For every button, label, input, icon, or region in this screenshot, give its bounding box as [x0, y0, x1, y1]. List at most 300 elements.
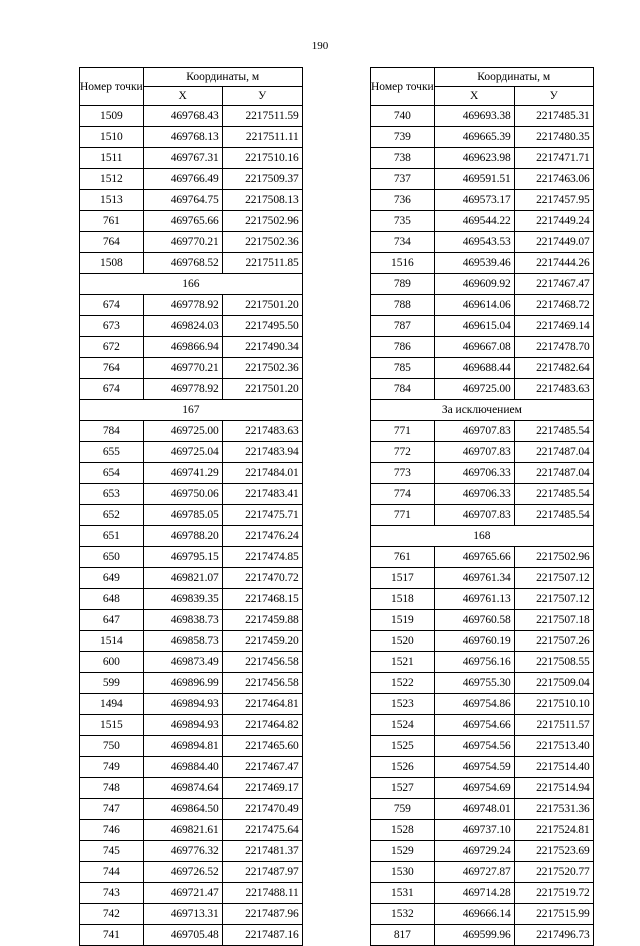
point-number-cell: 789 — [371, 274, 435, 295]
y-coordinate-cell: 2217502.36 — [222, 232, 302, 253]
y-coordinate-cell: 2217490.34 — [222, 337, 302, 358]
table-row — [371, 673, 594, 694]
y-coordinate-cell: 2217487.04 — [514, 442, 593, 463]
point-number-cell: 744 — [80, 862, 144, 883]
y-coordinate-cell: 2217495.50 — [222, 316, 302, 337]
x-coordinate-cell: 469614.06 — [434, 295, 514, 316]
table-row — [80, 127, 303, 148]
point-number-cell: 651 — [80, 526, 144, 547]
x-coordinate-cell: 469768.13 — [143, 127, 222, 148]
x-header: X — [434, 87, 514, 106]
table-row — [371, 862, 594, 883]
x-coordinate-cell: 469770.21 — [143, 358, 222, 379]
point-number-cell: 1508 — [80, 253, 144, 274]
point-number-cell: 1494 — [80, 694, 144, 715]
table-row — [371, 610, 594, 631]
y-coordinate-cell: 2217514.40 — [514, 757, 593, 778]
x-coordinate-cell: 469795.15 — [143, 547, 222, 568]
point-number-cell: 1521 — [371, 652, 435, 673]
point-number-cell: 1517 — [371, 568, 435, 589]
point-number-cell: 1522 — [371, 673, 435, 694]
point-number-cell: 1526 — [371, 757, 435, 778]
x-coordinate-cell: 469873.49 — [143, 652, 222, 673]
y-coordinate-cell: 2217508.55 — [514, 652, 593, 673]
x-coordinate-cell: 469750.06 — [143, 484, 222, 505]
x-coordinate-cell: 469760.58 — [434, 610, 514, 631]
table-row — [371, 148, 594, 169]
point-number-cell: 647 — [80, 610, 144, 631]
point-number-cell: 764 — [80, 232, 144, 253]
table-row — [80, 610, 303, 631]
point-number-cell: 738 — [371, 148, 435, 169]
table-row — [80, 190, 303, 211]
x-coordinate-cell: 469866.94 — [143, 337, 222, 358]
table-row — [371, 757, 594, 778]
table-row — [371, 358, 594, 379]
point-number-cell: 785 — [371, 358, 435, 379]
point-number-cell: 759 — [371, 799, 435, 820]
table-row — [80, 715, 303, 736]
x-coordinate-cell: 469706.33 — [434, 484, 514, 505]
x-coordinate-cell: 469839.35 — [143, 589, 222, 610]
y-coordinate-cell: 2217484.01 — [222, 463, 302, 484]
table-row — [371, 799, 594, 820]
x-coordinate-cell: 469573.17 — [434, 190, 514, 211]
point-number-cell: 748 — [80, 778, 144, 799]
y-coordinate-cell: 2217531.36 — [514, 799, 593, 820]
y-coordinate-cell: 2217470.49 — [222, 799, 302, 820]
table-row — [80, 694, 303, 715]
x-coordinate-cell: 469765.66 — [434, 547, 514, 568]
table-row — [80, 463, 303, 484]
x-coordinate-cell: 469609.92 — [434, 274, 514, 295]
table-row — [80, 505, 303, 526]
y-coordinate-cell: 2217481.37 — [222, 841, 302, 862]
point-number-cell: 784 — [80, 421, 144, 442]
point-number-cell: 1532 — [371, 904, 435, 925]
x-coordinate-cell: 469707.83 — [434, 505, 514, 526]
section-label: 168 — [371, 526, 594, 547]
y-coordinate-cell: 2217501.20 — [222, 379, 302, 400]
point-number-cell: 1509 — [80, 106, 144, 127]
point-number-cell: 652 — [80, 505, 144, 526]
table-row — [80, 652, 303, 673]
y-coordinate-cell: 2217464.81 — [222, 694, 302, 715]
x-coordinate-cell: 469778.92 — [143, 379, 222, 400]
y-coordinate-cell: 2217508.13 — [222, 190, 302, 211]
y-coordinate-cell: 2217507.26 — [514, 631, 593, 652]
y-coordinate-cell: 2217463.06 — [514, 169, 593, 190]
coordinates-header: Координаты, м — [143, 68, 302, 87]
point-number-cell: 1510 — [80, 127, 144, 148]
x-coordinate-cell: 469821.07 — [143, 568, 222, 589]
table-row — [371, 904, 594, 925]
table-row — [80, 547, 303, 568]
x-coordinate-cell: 469725.00 — [434, 379, 514, 400]
point-number-cell: 655 — [80, 442, 144, 463]
point-number-cell: 784 — [371, 379, 435, 400]
y-coordinate-cell: 2217483.41 — [222, 484, 302, 505]
table-row — [80, 736, 303, 757]
table-row — [80, 757, 303, 778]
x-coordinate-cell: 469754.56 — [434, 736, 514, 757]
y-coordinate-cell: 2217510.10 — [514, 694, 593, 715]
table-row — [80, 820, 303, 841]
x-coordinate-cell: 469838.73 — [143, 610, 222, 631]
point-number-cell: 761 — [371, 547, 435, 568]
point-number-cell: 1515 — [80, 715, 144, 736]
table-row — [371, 169, 594, 190]
table-row — [80, 862, 303, 883]
x-coordinate-cell: 469539.46 — [434, 253, 514, 274]
table-row — [80, 295, 303, 316]
y-coordinate-cell: 2217515.99 — [514, 904, 593, 925]
table-row — [80, 883, 303, 904]
y-coordinate-cell: 2217456.58 — [222, 673, 302, 694]
point-number-cell: 739 — [371, 127, 435, 148]
y-coordinate-cell: 2217519.72 — [514, 883, 593, 904]
y-coordinate-cell: 2217485.54 — [514, 505, 593, 526]
table-row — [371, 442, 594, 463]
table-row — [80, 253, 303, 274]
x-coordinate-cell: 469765.66 — [143, 211, 222, 232]
x-coordinate-cell: 469874.64 — [143, 778, 222, 799]
table-row — [371, 547, 594, 568]
x-coordinate-cell: 469776.32 — [143, 841, 222, 862]
y-coordinate-cell: 2217470.72 — [222, 568, 302, 589]
table-row — [80, 631, 303, 652]
table-row — [371, 379, 594, 400]
y-coordinate-cell: 2217487.16 — [222, 925, 302, 946]
point-number-cell: 1514 — [80, 631, 144, 652]
section-label: 167 — [80, 400, 303, 421]
point-number-cell: 673 — [80, 316, 144, 337]
y-coordinate-cell: 2217510.16 — [222, 148, 302, 169]
table-row — [80, 589, 303, 610]
y-coordinate-cell: 2217523.69 — [514, 841, 593, 862]
x-coordinate-cell: 469615.04 — [434, 316, 514, 337]
y-coordinate-cell: 2217487.97 — [222, 862, 302, 883]
table-row — [80, 106, 303, 127]
y-coordinate-cell: 2217465.60 — [222, 736, 302, 757]
table-row — [80, 337, 303, 358]
y-coordinate-cell: 2217475.64 — [222, 820, 302, 841]
table-row — [80, 568, 303, 589]
table-row — [371, 841, 594, 862]
y-coordinate-cell: 2217502.96 — [222, 211, 302, 232]
y-coordinate-cell: 2217469.17 — [222, 778, 302, 799]
table-row — [371, 316, 594, 337]
table-row — [371, 274, 594, 295]
y-coordinate-cell: 2217488.11 — [222, 883, 302, 904]
y-coordinate-cell: 2217457.95 — [514, 190, 593, 211]
x-coordinate-cell: 469599.96 — [434, 925, 514, 946]
x-coordinate-cell: 469544.22 — [434, 211, 514, 232]
x-coordinate-cell: 469721.47 — [143, 883, 222, 904]
table-row — [80, 904, 303, 925]
y-coordinate-cell: 2217487.96 — [222, 904, 302, 925]
table-row — [80, 169, 303, 190]
point-number-cell: 787 — [371, 316, 435, 337]
table-row — [371, 337, 594, 358]
x-coordinate-cell: 469754.59 — [434, 757, 514, 778]
x-coordinate-cell: 469764.75 — [143, 190, 222, 211]
x-coordinate-cell: 469693.38 — [434, 106, 514, 127]
table-row — [80, 673, 303, 694]
point-number-cell: 650 — [80, 547, 144, 568]
x-coordinate-cell: 469665.39 — [434, 127, 514, 148]
y-coordinate-cell: 2217485.31 — [514, 106, 593, 127]
section-header-row — [80, 400, 303, 421]
point-number-header: Номер точки — [371, 68, 435, 106]
x-coordinate-cell: 469725.04 — [143, 442, 222, 463]
x-coordinate-cell: 469729.24 — [434, 841, 514, 862]
point-number-cell: 1530 — [371, 862, 435, 883]
y-coordinate-cell: 2217509.37 — [222, 169, 302, 190]
table-row — [371, 505, 594, 526]
x-coordinate-cell: 469864.50 — [143, 799, 222, 820]
y-coordinate-cell: 2217483.94 — [222, 442, 302, 463]
x-coordinate-cell: 469737.10 — [434, 820, 514, 841]
y-coordinate-cell: 2217520.77 — [514, 862, 593, 883]
table-row — [80, 526, 303, 547]
point-number-cell: 773 — [371, 463, 435, 484]
y-coordinate-cell: 2217487.04 — [514, 463, 593, 484]
y-coordinate-cell: 2217467.47 — [222, 757, 302, 778]
point-number-cell: 741 — [80, 925, 144, 946]
table-row — [371, 463, 594, 484]
x-coordinate-cell: 469707.83 — [434, 421, 514, 442]
y-coordinate-cell: 2217475.71 — [222, 505, 302, 526]
y-coordinate-cell: 2217509.04 — [514, 673, 593, 694]
y-coordinate-cell: 2217507.12 — [514, 568, 593, 589]
table-row — [371, 883, 594, 904]
table-row — [371, 652, 594, 673]
y-coordinate-cell: 2217511.57 — [514, 715, 593, 736]
y-header: У — [222, 87, 302, 106]
y-header: У — [514, 87, 593, 106]
table-row — [371, 190, 594, 211]
table-row — [80, 925, 303, 946]
point-number-cell: 786 — [371, 337, 435, 358]
table-row — [371, 211, 594, 232]
x-coordinate-cell: 469858.73 — [143, 631, 222, 652]
point-number-cell: 1516 — [371, 253, 435, 274]
table-row — [80, 148, 303, 169]
point-number-cell: 599 — [80, 673, 144, 694]
point-number-cell: 817 — [371, 925, 435, 946]
table-row — [371, 127, 594, 148]
x-coordinate-cell: 469761.34 — [434, 568, 514, 589]
y-coordinate-cell: 2217513.40 — [514, 736, 593, 757]
point-number-cell: 735 — [371, 211, 435, 232]
x-coordinate-cell: 469741.29 — [143, 463, 222, 484]
table-row — [371, 568, 594, 589]
y-coordinate-cell: 2217511.59 — [222, 106, 302, 127]
x-coordinate-cell: 469725.00 — [143, 421, 222, 442]
x-coordinate-cell: 469767.31 — [143, 148, 222, 169]
y-coordinate-cell: 2217464.82 — [222, 715, 302, 736]
point-number-cell: 774 — [371, 484, 435, 505]
table-row — [371, 295, 594, 316]
table-row — [371, 106, 594, 127]
point-number-cell: 736 — [371, 190, 435, 211]
section-label: За исключением — [371, 400, 594, 421]
table-row — [371, 421, 594, 442]
y-coordinate-cell: 2217485.54 — [514, 421, 593, 442]
y-coordinate-cell: 2217449.24 — [514, 211, 593, 232]
point-number-cell: 674 — [80, 379, 144, 400]
table-row — [371, 820, 594, 841]
point-number-cell: 749 — [80, 757, 144, 778]
point-number-cell: 1524 — [371, 715, 435, 736]
y-coordinate-cell: 2217511.85 — [222, 253, 302, 274]
table-body — [80, 106, 303, 946]
x-coordinate-cell: 469543.53 — [434, 232, 514, 253]
x-coordinate-cell: 469726.52 — [143, 862, 222, 883]
table-row — [80, 799, 303, 820]
point-number-cell: 672 — [80, 337, 144, 358]
section-header-row — [80, 274, 303, 295]
point-number-cell: 1518 — [371, 589, 435, 610]
y-coordinate-cell: 2217468.72 — [514, 295, 593, 316]
table-row — [80, 421, 303, 442]
x-coordinate-cell: 469705.48 — [143, 925, 222, 946]
section-header-row — [371, 400, 594, 421]
section-label: 166 — [80, 274, 303, 295]
table-row — [80, 778, 303, 799]
x-coordinate-cell: 469755.30 — [434, 673, 514, 694]
page-number: 190 — [311, 40, 329, 52]
x-coordinate-cell: 469756.16 — [434, 652, 514, 673]
x-coordinate-cell: 469667.08 — [434, 337, 514, 358]
point-number-cell: 764 — [80, 358, 144, 379]
x-coordinate-cell: 469713.31 — [143, 904, 222, 925]
x-coordinate-cell: 469727.87 — [434, 862, 514, 883]
table-row — [80, 358, 303, 379]
point-number-cell: 747 — [80, 799, 144, 820]
y-coordinate-cell: 2217483.63 — [514, 379, 593, 400]
y-coordinate-cell: 2217456.58 — [222, 652, 302, 673]
point-number-cell: 745 — [80, 841, 144, 862]
y-coordinate-cell: 2217476.24 — [222, 526, 302, 547]
table-row — [371, 925, 594, 946]
point-number-cell: 771 — [371, 421, 435, 442]
x-coordinate-cell: 469591.51 — [434, 169, 514, 190]
y-coordinate-cell: 2217502.36 — [222, 358, 302, 379]
point-number-cell: 788 — [371, 295, 435, 316]
y-coordinate-cell: 2217483.63 — [222, 421, 302, 442]
point-number-header: Номер точки — [80, 68, 144, 106]
y-coordinate-cell: 2217507.18 — [514, 610, 593, 631]
table-row — [80, 841, 303, 862]
x-coordinate-cell: 469768.52 — [143, 253, 222, 274]
x-coordinate-cell: 469768.43 — [143, 106, 222, 127]
table-row — [80, 442, 303, 463]
table-row — [80, 484, 303, 505]
x-coordinate-cell: 469894.93 — [143, 694, 222, 715]
point-number-cell: 600 — [80, 652, 144, 673]
x-coordinate-cell: 469714.28 — [434, 883, 514, 904]
y-coordinate-cell: 2217485.54 — [514, 484, 593, 505]
x-header: X — [143, 87, 222, 106]
x-coordinate-cell: 469754.86 — [434, 694, 514, 715]
point-number-cell: 674 — [80, 295, 144, 316]
y-coordinate-cell: 2217478.70 — [514, 337, 593, 358]
point-number-cell: 648 — [80, 589, 144, 610]
y-coordinate-cell: 2217502.96 — [514, 547, 593, 568]
x-coordinate-cell: 469884.40 — [143, 757, 222, 778]
x-coordinate-cell: 469788.20 — [143, 526, 222, 547]
y-coordinate-cell: 2217449.07 — [514, 232, 593, 253]
y-coordinate-cell: 2217496.73 — [514, 925, 593, 946]
point-number-cell: 649 — [80, 568, 144, 589]
point-number-cell: 653 — [80, 484, 144, 505]
x-coordinate-cell: 469754.66 — [434, 715, 514, 736]
point-number-cell: 772 — [371, 442, 435, 463]
table-row — [371, 232, 594, 253]
point-number-cell: 1527 — [371, 778, 435, 799]
x-coordinate-cell: 469623.98 — [434, 148, 514, 169]
point-number-cell: 654 — [80, 463, 144, 484]
x-coordinate-cell: 469688.44 — [434, 358, 514, 379]
table-row — [80, 211, 303, 232]
point-number-cell: 1529 — [371, 841, 435, 862]
point-number-cell: 737 — [371, 169, 435, 190]
y-coordinate-cell: 2217480.35 — [514, 127, 593, 148]
x-coordinate-cell: 469778.92 — [143, 295, 222, 316]
table-row — [80, 232, 303, 253]
table-row — [80, 316, 303, 337]
table-row — [371, 253, 594, 274]
x-coordinate-cell: 469896.99 — [143, 673, 222, 694]
point-number-cell: 746 — [80, 820, 144, 841]
y-coordinate-cell: 2217514.94 — [514, 778, 593, 799]
y-coordinate-cell: 2217482.64 — [514, 358, 593, 379]
point-number-cell: 1523 — [371, 694, 435, 715]
point-number-cell: 742 — [80, 904, 144, 925]
point-number-cell: 740 — [371, 106, 435, 127]
x-coordinate-cell: 469824.03 — [143, 316, 222, 337]
table-row — [371, 631, 594, 652]
table-row — [371, 589, 594, 610]
y-coordinate-cell: 2217459.20 — [222, 631, 302, 652]
y-coordinate-cell: 2217459.88 — [222, 610, 302, 631]
y-coordinate-cell: 2217501.20 — [222, 295, 302, 316]
table-row — [371, 736, 594, 757]
table-row — [371, 484, 594, 505]
y-coordinate-cell: 2217467.47 — [514, 274, 593, 295]
x-coordinate-cell: 469706.33 — [434, 463, 514, 484]
x-coordinate-cell: 469707.83 — [434, 442, 514, 463]
y-coordinate-cell: 2217474.85 — [222, 547, 302, 568]
coordinates-table-right — [370, 67, 594, 946]
point-number-cell: 743 — [80, 883, 144, 904]
y-coordinate-cell: 2217507.12 — [514, 589, 593, 610]
point-number-cell: 1531 — [371, 883, 435, 904]
x-coordinate-cell: 469821.61 — [143, 820, 222, 841]
x-coordinate-cell: 469785.05 — [143, 505, 222, 526]
point-number-cell: 1513 — [80, 190, 144, 211]
x-coordinate-cell: 469754.69 — [434, 778, 514, 799]
x-coordinate-cell: 469894.93 — [143, 715, 222, 736]
table-body — [371, 106, 594, 946]
point-number-cell: 1519 — [371, 610, 435, 631]
x-coordinate-cell: 469766.49 — [143, 169, 222, 190]
y-coordinate-cell: 2217524.81 — [514, 820, 593, 841]
x-coordinate-cell: 469770.21 — [143, 232, 222, 253]
point-number-cell: 771 — [371, 505, 435, 526]
